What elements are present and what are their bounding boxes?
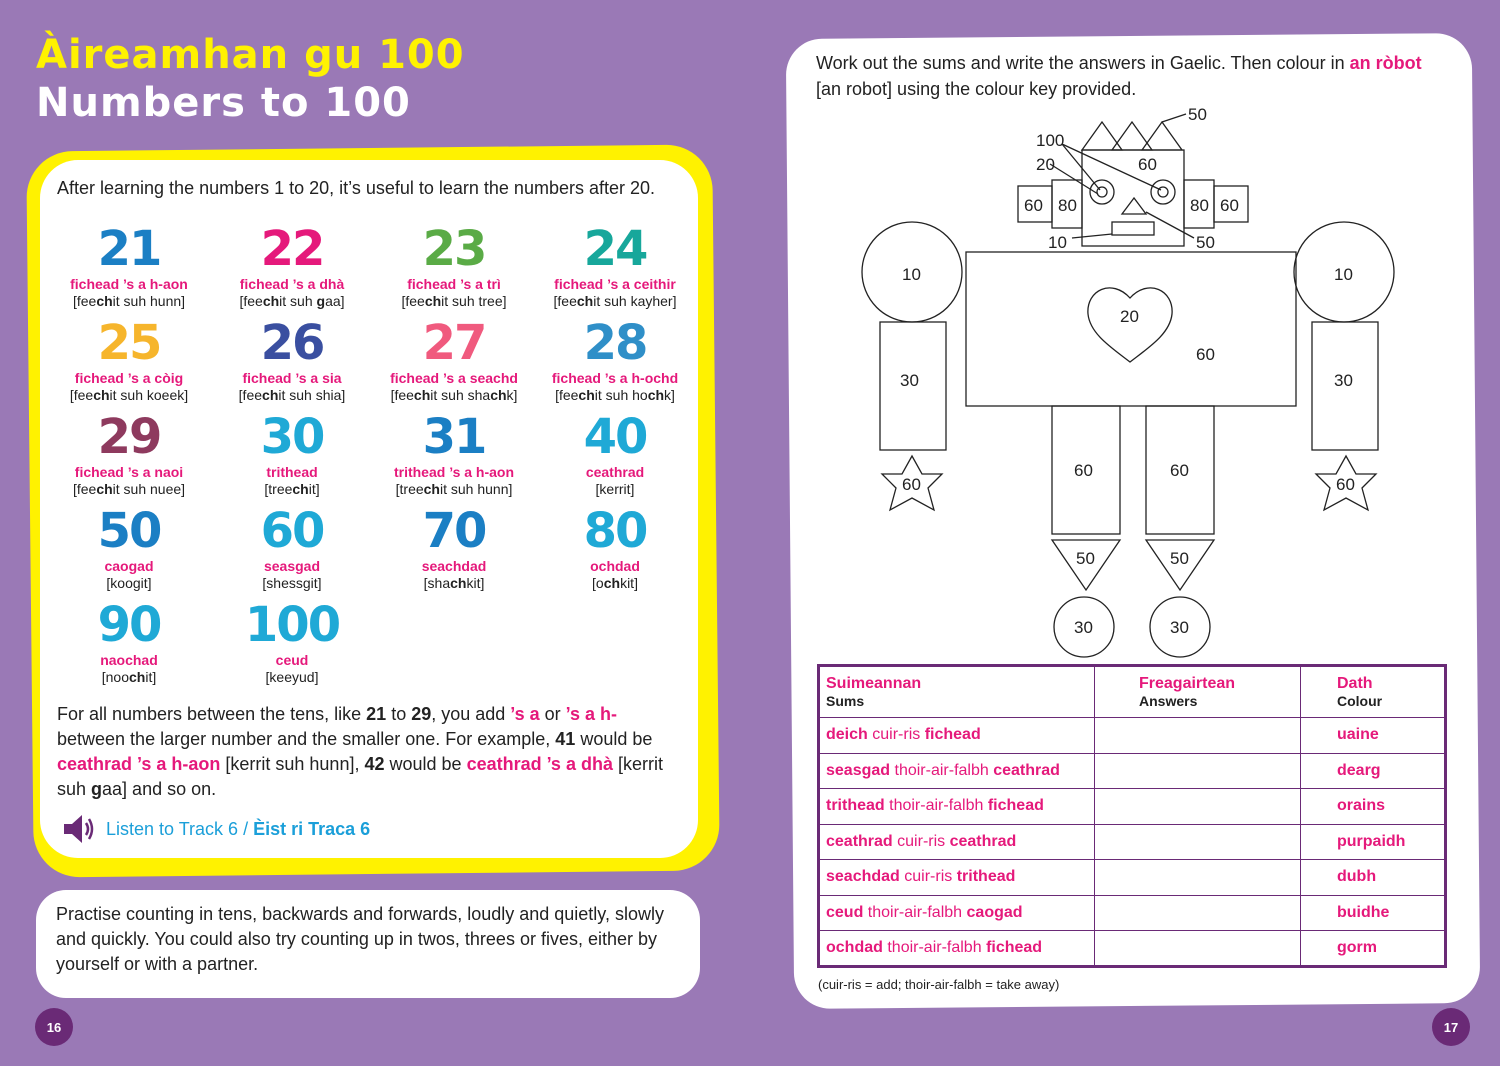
- page-number-right: 17: [1432, 1008, 1470, 1046]
- page-number-left: 16: [35, 1008, 73, 1046]
- number-card-28: [534, 316, 696, 404]
- number-pronunciation: [koogit]: [106, 575, 152, 591]
- sum-cell: ceathrad cuir-ris ceathrad: [819, 824, 1095, 860]
- number-digits: 22: [260, 221, 324, 277]
- number-digits: 90: [97, 597, 161, 653]
- number-pronunciation: [feechit suh tree]: [401, 293, 507, 309]
- number-card-30: [211, 410, 373, 498]
- sum-cell: seachdad cuir-ris trithead: [819, 860, 1095, 896]
- table-row: [819, 860, 1446, 896]
- number-gaelic-word: fichead ’s a dhà: [239, 276, 345, 292]
- robot-nose: [1122, 198, 1146, 214]
- number-gaelic-word: fichead ’s a trì: [407, 276, 501, 292]
- number-pronunciation: [shachkit]: [423, 575, 485, 591]
- robot-mouth: [1112, 222, 1154, 235]
- svg-text:10: 10: [1334, 265, 1353, 284]
- colour-cell: purpaidh: [1301, 824, 1446, 860]
- number-pronunciation: [kerrit]: [595, 481, 635, 497]
- number-gaelic-word: fichead ’s a h-ochd: [551, 370, 679, 386]
- number-gaelic-word: ochdad: [590, 558, 640, 574]
- svg-text:50: 50: [1170, 549, 1189, 568]
- number-card-100: [211, 598, 373, 686]
- table-row: [819, 895, 1446, 931]
- number-pronunciation: [treechit]: [264, 481, 320, 497]
- svg-text:20: 20: [1120, 307, 1139, 326]
- colour-cell: gorm: [1301, 931, 1446, 967]
- table-row: [819, 824, 1446, 860]
- practice-box: Practise counting in tens, backwards and forwards, loudly and quietly, slowly and quickly. You could also try counting up in twos, threes or fives, either by yourself or with a partner.: [36, 890, 700, 998]
- key-note: (cuir-ris = add; thoir-air-falbh = take away): [818, 977, 1060, 992]
- svg-text:10: 10: [902, 265, 921, 284]
- number-digits: 23: [422, 221, 486, 277]
- table-row: [819, 789, 1446, 825]
- number-digits: 28: [583, 315, 647, 371]
- svg-text:60: 60: [1170, 461, 1189, 480]
- number-card-50: [48, 504, 210, 592]
- svg-text:60: 60: [902, 475, 921, 494]
- svg-text:80: 80: [1058, 196, 1077, 215]
- robot-head: [1082, 150, 1184, 246]
- number-card-29: [48, 410, 210, 498]
- number-card-60: [211, 504, 373, 592]
- number-digits: 30: [260, 409, 324, 465]
- number-pronunciation: [feechit suh hunn]: [72, 293, 186, 309]
- number-card-25: [48, 316, 210, 404]
- answer-cell[interactable]: [1095, 824, 1301, 860]
- speaker-icon: [62, 812, 96, 846]
- number-pronunciation: [noochit]: [101, 669, 157, 685]
- number-pronunciation: [feechit suh shachk]: [390, 387, 518, 403]
- colour-cell: dubh: [1301, 860, 1446, 896]
- number-card-27: [373, 316, 535, 404]
- number-gaelic-word: naochad: [100, 652, 158, 668]
- svg-text:60: 60: [1074, 461, 1093, 480]
- answer-cell[interactable]: [1095, 931, 1301, 967]
- label-eye-right: 20: [1036, 155, 1055, 174]
- number-gaelic-word: ceathrad: [585, 464, 645, 480]
- number-pronunciation: [feechit suh kayher]: [553, 293, 677, 309]
- svg-text:60: 60: [1336, 475, 1355, 494]
- number-card-80: [534, 504, 696, 592]
- number-pronunciation: [keeyud]: [265, 669, 319, 685]
- svg-text:60: 60: [1024, 196, 1043, 215]
- number-pronunciation: [feechit suh koeek]: [69, 387, 189, 403]
- number-digits: 100: [244, 597, 340, 653]
- robot-hat: [1082, 105, 1207, 150]
- table-row: [819, 718, 1446, 754]
- number-digits: 25: [97, 315, 161, 371]
- robot-body: [966, 252, 1296, 406]
- number-card-70: [373, 504, 535, 592]
- title-english: Numbers to 100: [36, 80, 411, 126]
- explanation-text: For all numbers between the tens, like 21 to 29, you add ’s a or ’s a h- between the larger number and the smaller one. For example, 41 would be ceathrad ’s a h-aon [kerrit suh hunn], 42 would be ceathrad ’s a dhà [kerrit suh gaa] and so on.: [57, 704, 663, 799]
- svg-text:60: 60: [1220, 196, 1239, 215]
- answer-cell[interactable]: [1095, 718, 1301, 754]
- number-digits: 24: [583, 221, 647, 277]
- answer-cell[interactable]: [1095, 753, 1301, 789]
- number-digits: 21: [97, 221, 161, 277]
- number-digits: 31: [422, 409, 486, 465]
- svg-text:50: 50: [1076, 549, 1095, 568]
- listen-english: Listen to Track 6 /: [106, 818, 249, 839]
- sums-table: [817, 664, 1447, 968]
- label-nose: 50: [1196, 233, 1215, 252]
- number-card-22: [211, 222, 373, 310]
- answer-cell[interactable]: [1095, 789, 1301, 825]
- number-digits: 60: [260, 503, 324, 559]
- table-row: [819, 931, 1446, 967]
- number-digits: 70: [422, 503, 486, 559]
- number-pronunciation: [feechit suh gaa]: [239, 293, 345, 309]
- number-pronunciation: [ochkit]: [592, 575, 638, 591]
- number-digits: 50: [97, 503, 161, 559]
- label-mouth: 10: [1048, 233, 1067, 252]
- intro-text: After learning the numbers 1 to 20, it’s useful to learn the numbers after 20.: [57, 178, 656, 198]
- label-face: 60: [1138, 155, 1157, 174]
- number-gaelic-word: trithead ’s a h-aon: [393, 464, 515, 480]
- number-gaelic-word: fichead ’s a seachd: [390, 370, 518, 386]
- number-pronunciation: [shessgit]: [262, 575, 322, 591]
- svg-text:30: 30: [1170, 618, 1189, 637]
- robot-drawing: [850, 100, 1410, 660]
- number-gaelic-word: seasgad: [263, 558, 321, 574]
- answer-cell[interactable]: [1095, 895, 1301, 931]
- sum-cell: ochdad thoir-air-falbh fichead: [819, 931, 1095, 967]
- listen-track-link[interactable]: [62, 812, 370, 846]
- number-card-24: [534, 222, 696, 310]
- answer-cell[interactable]: [1095, 860, 1301, 896]
- number-pronunciation: [treechit suh hunn]: [395, 481, 513, 497]
- sum-cell: ceud thoir-air-falbh caogad: [819, 895, 1095, 931]
- header-sums: Suimeannan Sums: [819, 666, 1095, 718]
- label-eye-left: 100: [1036, 131, 1065, 150]
- number-digits: 29: [97, 409, 161, 465]
- svg-text:60: 60: [1196, 345, 1215, 364]
- number-gaelic-word: fichead ’s a sia: [242, 370, 342, 386]
- instructions-text: Work out the sums and write the answers in Gaelic. Then colour in an ròbot [an robot] using the colour key provided.: [816, 53, 1422, 99]
- number-card-23: [373, 222, 535, 310]
- robot-eye-right: [1151, 180, 1175, 204]
- colour-cell: dearg: [1301, 753, 1446, 789]
- colour-cell: uaine: [1301, 718, 1446, 754]
- number-card-40: [534, 410, 696, 498]
- number-gaelic-word: fichead ’s a còig: [74, 370, 184, 386]
- svg-text:30: 30: [1334, 371, 1353, 390]
- number-digits: 80: [583, 503, 647, 559]
- number-gaelic-word: fichead ’s a ceithir: [554, 276, 676, 292]
- number-card-21: [48, 222, 210, 310]
- svg-text:30: 30: [1074, 618, 1093, 637]
- number-digits: 26: [260, 315, 324, 371]
- number-card-90: [48, 598, 210, 686]
- colour-cell: orains: [1301, 789, 1446, 825]
- sum-cell: seasgad thoir-air-falbh ceathrad: [819, 753, 1095, 789]
- label-hat: 50: [1188, 105, 1207, 124]
- header-colour: Dath Colour: [1301, 666, 1446, 718]
- number-card-26: [211, 316, 373, 404]
- sum-cell: deich cuir-ris fichead: [819, 718, 1095, 754]
- number-gaelic-word: fichead ’s a h-aon: [70, 276, 188, 292]
- number-gaelic-word: seachdad: [421, 558, 487, 574]
- svg-text:30: 30: [900, 371, 919, 390]
- number-gaelic-word: trithead: [266, 464, 318, 480]
- sum-cell: trithead thoir-air-falbh fichead: [819, 789, 1095, 825]
- number-card-31: [373, 410, 535, 498]
- colour-cell: buidhe: [1301, 895, 1446, 931]
- number-pronunciation: [feechit suh hochk]: [555, 387, 675, 403]
- number-pronunciation: [feechit suh nuee]: [72, 481, 186, 497]
- number-gaelic-word: ceud: [275, 652, 309, 668]
- number-gaelic-word: caogad: [104, 558, 154, 574]
- listen-gaelic: Èist ri Traca 6: [253, 818, 371, 839]
- number-digits: 40: [583, 409, 647, 465]
- number-digits: 27: [422, 315, 486, 371]
- number-pronunciation: [feechit suh shia]: [238, 387, 346, 403]
- number-gaelic-word: fichead ’s a naoi: [74, 464, 184, 480]
- header-answers: Freagairtean Answers: [1095, 666, 1301, 718]
- title-gaelic: Àireamhan gu 100: [36, 32, 465, 78]
- table-row: [819, 753, 1446, 789]
- svg-text:80: 80: [1190, 196, 1209, 215]
